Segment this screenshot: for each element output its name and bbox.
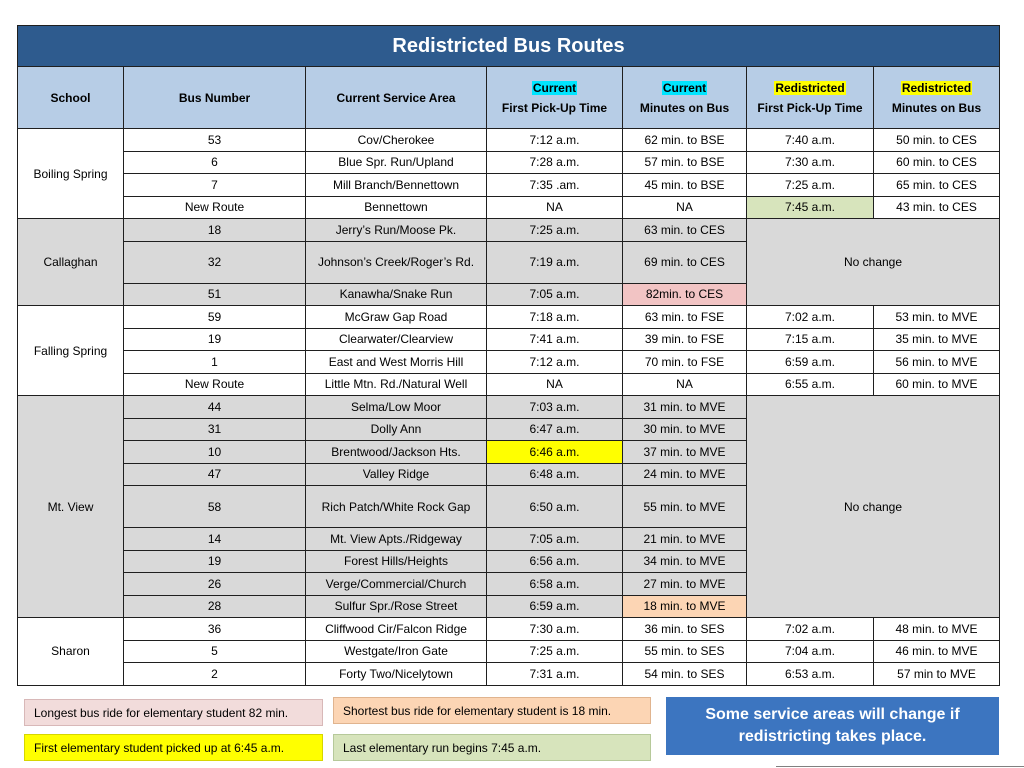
bus-number: 7 bbox=[124, 174, 306, 197]
table-row bbox=[18, 396, 1000, 419]
no-change-cell: No change bbox=[747, 219, 1000, 306]
bus-number: 59 bbox=[124, 306, 306, 329]
header-current-first-sub: First Pick-Up Time bbox=[501, 100, 608, 115]
current-first-pickup: 7:35 .am. bbox=[487, 174, 623, 197]
school-cell: Sharon bbox=[18, 618, 124, 686]
service-area: Cliffwood Cir/Falcon Ridge bbox=[306, 618, 487, 641]
redistricted-first-pickup: 7:30 a.m. bbox=[747, 151, 874, 174]
service-area: Cov/Cherokee bbox=[306, 129, 487, 152]
current-minutes: 21 min. to MVE bbox=[623, 528, 747, 551]
redistricted-first-pickup: 7:04 a.m. bbox=[747, 640, 874, 663]
table-row bbox=[18, 306, 1000, 329]
service-area: Johnson’s Creek/Roger’s Rd. bbox=[306, 241, 487, 283]
table-row bbox=[18, 151, 1000, 174]
service-area: Dolly Ann bbox=[306, 418, 487, 441]
bus-number: New Route bbox=[124, 196, 306, 219]
current-first-pickup: 6:56 a.m. bbox=[487, 550, 623, 573]
current-minutes: NA bbox=[623, 196, 747, 219]
current-minutes: 39 min. to FSE bbox=[623, 328, 747, 351]
service-area: Selma/Low Moor bbox=[306, 396, 487, 419]
header-current-minutes bbox=[623, 67, 747, 129]
current-first-pickup: 7:12 a.m. bbox=[487, 351, 623, 374]
current-first-pickup: 6:47 a.m. bbox=[487, 418, 623, 441]
service-area: McGraw Gap Road bbox=[306, 306, 487, 329]
bus-number: 14 bbox=[124, 528, 306, 551]
service-area: Verge/Commercial/Church bbox=[306, 573, 487, 596]
table-row bbox=[18, 640, 1000, 663]
header-redistricted-min-label: Redistricted bbox=[901, 80, 972, 95]
current-first-pickup: 7:28 a.m. bbox=[487, 151, 623, 174]
current-first-pickup: 6:58 a.m. bbox=[487, 573, 623, 596]
bus-number: 10 bbox=[124, 441, 306, 464]
bus-number: 58 bbox=[124, 486, 306, 528]
redistricted-minutes: 43 min. to CES bbox=[874, 196, 1000, 219]
redistricted-minutes: 35 min. to MVE bbox=[874, 328, 1000, 351]
service-area: Little Mtn. Rd./Natural Well bbox=[306, 373, 487, 396]
bus-number: 36 bbox=[124, 618, 306, 641]
bus-number: 53 bbox=[124, 129, 306, 152]
header-row bbox=[18, 67, 1000, 129]
redistricted-first-pickup: 7:02 a.m. bbox=[747, 618, 874, 641]
redistricted-first-pickup: 7:25 a.m. bbox=[747, 174, 874, 197]
bus-number: 19 bbox=[124, 328, 306, 351]
legend-longest-ride: Longest bus ride for elementary student 82 min. bbox=[24, 699, 323, 726]
current-minutes: 69 min. to CES bbox=[623, 241, 747, 283]
current-minutes-shortest: 18 min. to MVE bbox=[623, 595, 747, 618]
school-cell: Falling Spring bbox=[18, 306, 124, 396]
redistricted-first-pickup: 7:15 a.m. bbox=[747, 328, 874, 351]
table-row bbox=[18, 373, 1000, 396]
current-first-pickup: 7:05 a.m. bbox=[487, 528, 623, 551]
service-area: East and West Morris Hill bbox=[306, 351, 487, 374]
header-redistricted-first-label: Redistricted bbox=[775, 80, 845, 95]
service-area: Sulfur Spr./Rose Street bbox=[306, 595, 487, 618]
redistricting-notice: Some service areas will change if redistricting takes place. bbox=[666, 697, 999, 755]
bus-number: 19 bbox=[124, 550, 306, 573]
current-minutes: 62 min. to BSE bbox=[623, 129, 747, 152]
legend-shortest-ride: Shortest bus ride for elementary student is 18 min. bbox=[333, 697, 651, 724]
service-area: Forty Two/Nicelytown bbox=[306, 663, 487, 686]
bus-number: 32 bbox=[124, 241, 306, 283]
current-minutes: 37 min. to MVE bbox=[623, 441, 747, 464]
table-title: Redistricted Bus Routes bbox=[18, 26, 1000, 67]
service-area: Blue Spr. Run/Upland bbox=[306, 151, 487, 174]
redistricted-minutes: 60 min. to MVE bbox=[874, 373, 1000, 396]
current-minutes: 34 min. to MVE bbox=[623, 550, 747, 573]
current-first-pickup: 7:05 a.m. bbox=[487, 283, 623, 306]
table-row bbox=[18, 618, 1000, 641]
current-first-pickup: 7:30 a.m. bbox=[487, 618, 623, 641]
bus-number: 31 bbox=[124, 418, 306, 441]
current-minutes: 54 min. to SES bbox=[623, 663, 747, 686]
table-row bbox=[18, 174, 1000, 197]
header-current-min-label: Current bbox=[662, 80, 707, 95]
service-area: Rich Patch/White Rock Gap bbox=[306, 486, 487, 528]
header-current-min-sub: Minutes on Bus bbox=[639, 100, 730, 115]
redistricted-first-pickup: 7:40 a.m. bbox=[747, 129, 874, 152]
service-area: Valley Ridge bbox=[306, 463, 487, 486]
legend-last-run: Last elementary run begins 7:45 a.m. bbox=[333, 734, 651, 761]
redistricted-first-pickup: 6:55 a.m. bbox=[747, 373, 874, 396]
header-current-first-label: Current bbox=[532, 80, 577, 95]
header-bus-number: Bus Number bbox=[124, 67, 306, 129]
service-area: Kanawha/Snake Run bbox=[306, 283, 487, 306]
bus-number: 18 bbox=[124, 219, 306, 242]
current-first-pickup-earliest: 6:46 a.m. bbox=[487, 441, 623, 464]
current-minutes: 27 min. to MVE bbox=[623, 573, 747, 596]
bus-number: 47 bbox=[124, 463, 306, 486]
table-row bbox=[18, 129, 1000, 152]
current-first-pickup: 7:19 a.m. bbox=[487, 241, 623, 283]
current-minutes: 63 min. to CES bbox=[623, 219, 747, 242]
table-row bbox=[18, 196, 1000, 219]
current-first-pickup: 7:25 a.m. bbox=[487, 640, 623, 663]
bus-number: New Route bbox=[124, 373, 306, 396]
bus-number: 26 bbox=[124, 573, 306, 596]
current-minutes: 45 min. to BSE bbox=[623, 174, 747, 197]
current-first-pickup: 7:25 a.m. bbox=[487, 219, 623, 242]
header-redistricted-first-pickup bbox=[747, 67, 874, 129]
header-redistricted-minutes bbox=[874, 67, 1000, 129]
current-minutes: 55 min. to SES bbox=[623, 640, 747, 663]
header-redistricted-min-sub: Minutes on Bus bbox=[891, 100, 982, 115]
current-minutes: 55 min. to MVE bbox=[623, 486, 747, 528]
school-cell: Callaghan bbox=[18, 219, 124, 306]
redistricted-minutes: 57 min to MVE bbox=[874, 663, 1000, 686]
bus-number: 44 bbox=[124, 396, 306, 419]
bus-routes-table bbox=[17, 25, 1000, 686]
current-minutes: 36 min. to SES bbox=[623, 618, 747, 641]
redistricted-first-pickup-last-run: 7:45 a.m. bbox=[747, 196, 874, 219]
current-first-pickup: 7:31 a.m. bbox=[487, 663, 623, 686]
bus-number: 1 bbox=[124, 351, 306, 374]
redistricted-first-pickup: 6:53 a.m. bbox=[747, 663, 874, 686]
current-minutes: 57 min. to BSE bbox=[623, 151, 747, 174]
redistricted-minutes: 48 min. to MVE bbox=[874, 618, 1000, 641]
service-area: Forest Hills/Heights bbox=[306, 550, 487, 573]
current-first-pickup: 7:03 a.m. bbox=[487, 396, 623, 419]
current-first-pickup: 7:41 a.m. bbox=[487, 328, 623, 351]
current-first-pickup: 6:48 a.m. bbox=[487, 463, 623, 486]
header-current-first-pickup bbox=[487, 67, 623, 129]
table-row bbox=[18, 663, 1000, 686]
redistricted-first-pickup: 7:02 a.m. bbox=[747, 306, 874, 329]
service-area: Brentwood/Jackson Hts. bbox=[306, 441, 487, 464]
bus-number: 28 bbox=[124, 595, 306, 618]
service-area: Westgate/Iron Gate bbox=[306, 640, 487, 663]
school-cell: Boiling Spring bbox=[18, 129, 124, 219]
service-area: Bennettown bbox=[306, 196, 487, 219]
current-minutes-longest: 82min. to CES bbox=[623, 283, 747, 306]
current-minutes: 30 min. to MVE bbox=[623, 418, 747, 441]
redistricted-minutes: 46 min. to MVE bbox=[874, 640, 1000, 663]
service-area: Mt. View Apts./Ridgeway bbox=[306, 528, 487, 551]
divider bbox=[776, 766, 1024, 767]
service-area: Mill Branch/Bennettown bbox=[306, 174, 487, 197]
bus-number: 5 bbox=[124, 640, 306, 663]
current-first-pickup: NA bbox=[487, 373, 623, 396]
header-redistricted-first-sub: First Pick-Up Time bbox=[757, 100, 863, 115]
redistricted-minutes: 60 min. to CES bbox=[874, 151, 1000, 174]
bus-number: 6 bbox=[124, 151, 306, 174]
current-first-pickup: 7:18 a.m. bbox=[487, 306, 623, 329]
school-cell: Mt. View bbox=[18, 396, 124, 618]
header-service-area: Current Service Area bbox=[306, 67, 487, 129]
redistricted-minutes: 53 min. to MVE bbox=[874, 306, 1000, 329]
current-first-pickup: 6:50 a.m. bbox=[487, 486, 623, 528]
bus-number: 51 bbox=[124, 283, 306, 306]
no-change-cell: No change bbox=[747, 396, 1000, 618]
current-minutes: 24 min. to MVE bbox=[623, 463, 747, 486]
current-minutes: 70 min. to FSE bbox=[623, 351, 747, 374]
title-row bbox=[18, 26, 1000, 67]
redistricted-minutes: 65 min. to CES bbox=[874, 174, 1000, 197]
redistricted-minutes: 56 min. to MVE bbox=[874, 351, 1000, 374]
table-row bbox=[18, 219, 1000, 242]
service-area: Jerry’s Run/Moose Pk. bbox=[306, 219, 487, 242]
current-first-pickup: NA bbox=[487, 196, 623, 219]
legend-first-pickup: First elementary student picked up at 6:45 a.m. bbox=[24, 734, 323, 761]
table-row bbox=[18, 351, 1000, 374]
bus-number: 2 bbox=[124, 663, 306, 686]
current-first-pickup: 7:12 a.m. bbox=[487, 129, 623, 152]
current-minutes: NA bbox=[623, 373, 747, 396]
redistricted-minutes: 50 min. to CES bbox=[874, 129, 1000, 152]
current-minutes: 63 min. to FSE bbox=[623, 306, 747, 329]
table-row bbox=[18, 328, 1000, 351]
header-school: School bbox=[18, 67, 124, 129]
current-minutes: 31 min. to MVE bbox=[623, 396, 747, 419]
service-area: Clearwater/Clearview bbox=[306, 328, 487, 351]
current-first-pickup: 6:59 a.m. bbox=[487, 595, 623, 618]
redistricted-first-pickup: 6:59 a.m. bbox=[747, 351, 874, 374]
